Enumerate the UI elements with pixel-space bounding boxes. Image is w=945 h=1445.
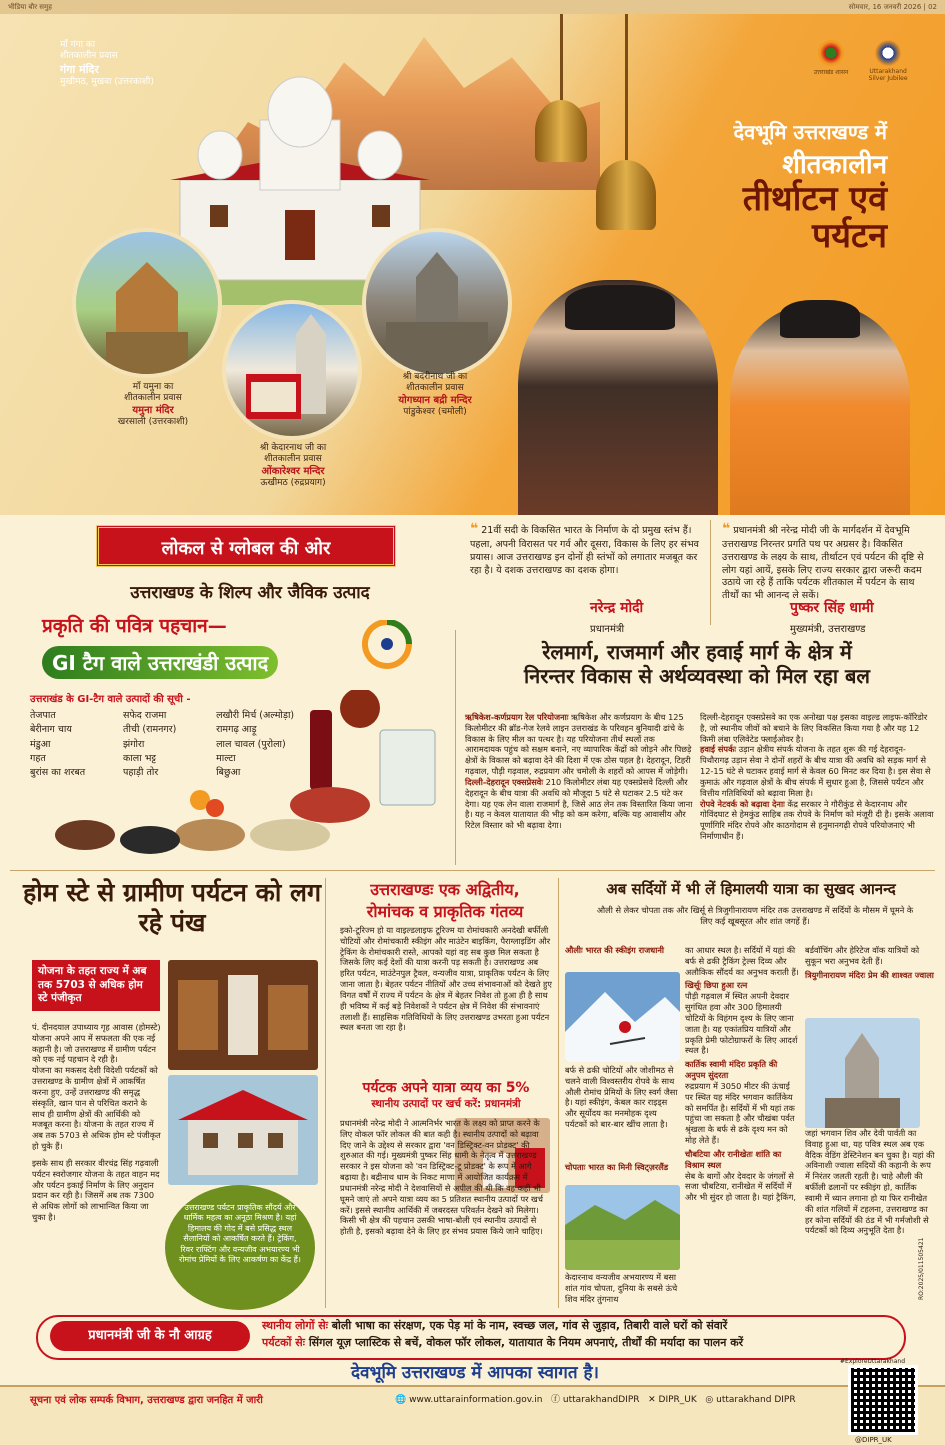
tourism-info-circle: उत्तराखण्ड पर्यटन प्राकृतिक सौंदर्य और धार्मिक महत्व का अनूठा मिश्रण है। यहां हिमालय की गोद में बसे प्रसिद्ध स्थल सैलानियों को आकर्षित करते हैं। ट्रेकिंग, रिवर राफ्टिंग और वन्यजीव अभयारण्य भी रोमांच प्रेमियों के लिए आकर्षण का केंद्र हैं। (165, 1185, 315, 1310)
gi-heading1: प्रकृति की पवित्र पहचान— (42, 615, 227, 637)
gi-item: बिछुआ (216, 767, 241, 778)
gi-heading2 (42, 646, 278, 679)
gi-item: पहाड़ी तोर (123, 767, 159, 778)
caption-name: गंगा मंदिर (60, 62, 99, 76)
gi-item: तीची (रामनगर) (123, 724, 177, 736)
gi-heading2-prefix: GI टैग वाले (52, 651, 141, 675)
appeal-tourists: सिंगल यूज़ प्लास्टिक से बचें, वोकल फॉर लोकल, यातायात के नियम अपनाएं, तीर्थों की मर्यादा का पालन करें (308, 1335, 744, 1349)
gi-item: झंगोरा (123, 738, 145, 750)
infra-ropeway-text: केंद्र सरकार ने गौरीकुंड से केदारनाथ और गोविंदघाट से हेमकुंड साहिब तक रोपवे के निर्माण को मंजूरी दी है। इसके अलावा पूर्णागिरि मंदिर रोपवे और काठगोदाम से हनुमानगढ़ी रोपवे परियोजनाएं भी निर्माणाधीन हैं। (700, 798, 934, 842)
homestay-p3: इसके साथ ही सरकार वीरचंद्र सिंह गढ़वाली पर्यटन स्वरोजगार योजना के तहत वाहन मद और पर्यटन इकाई निर्माण के लिए अनुदान प्रदान कर रही है। जिसमें अब तक 7300 से अधिक लोगों को लाभान्वित किया जा चुका है। (32, 1157, 160, 1223)
triyugi-title: त्रियुगीनारायण मंदिरः प्रेम की शाश्वत ज्वाला (805, 969, 934, 980)
auli-text: बर्फ से ढकी चोटियों और जोशीमठ से चलने वाली विश्वस्तरीय रोपवे के साथ औली रोमांच प्रेमियों के लिए स्वर्ग जैसा है। यहां स्कीइंग, केबल कार राइड्स और सूर्योदय का मनमोहक दृश्य पर्यटकों को बार-बार खींच लाता है। (565, 1065, 678, 1130)
caption-line1: माँ यमुना का (132, 382, 174, 392)
auli-title: औलीः भारत की स्कीइंग राजधानी (565, 945, 664, 955)
homestay-p1: पं. दीनदयाल उपाध्याय गृह आवास (होमस्टे) योजना अपने आप में सफलता की एक नई कहानी है। जो उत्तराखण्ड में ग्रामीण पर्यटन को एक नई पहचान दे रही है। (32, 1022, 161, 1065)
bell-chain (560, 14, 563, 104)
homestay-badge: योजना के तहत राज्य में अब तक 5703 से अधिक होम स्टे पंजीकृत (32, 960, 160, 1011)
chopta-title: चोपताः भारत का मिनी स्विट्ज़रलैंड (565, 1162, 669, 1172)
quote-divider (710, 520, 711, 625)
top-strip-left: भीडिया बौर समुह (8, 3, 52, 11)
pm-appeals-tag: प्रधानमंत्री जी के नौ आग्रह (50, 1321, 250, 1351)
local-global-ribbon: लोकल से ग्लोबल की ओर (96, 525, 396, 567)
infra-rail-text: ऋषिकेश और कर्णप्रयाग के बीच 125 किलोमीटर की ब्रॉड-गेज रेलवे लाइन उत्तराखंड के परिवहन बुनियादी ढांचे के विकास के लिए मील का पत्थर है। यह परियोजना तीर्थ स्थलों तक आरामदायक पहुंच को सक्षम बनाने, नए व्यापारिक केंद्रों को जोड़ने और पिछड़े क्षेत्रों के विकास को बढ़ावा देने की दिशा में एक ठोस पहल है। देहरादून, टिहरी गढ़वाल, पौड़ी गढ़वाल, रुद्रप्रयाग और चमोली के शहरों को आपस में जोड़ेगी। (465, 712, 692, 777)
appeal-locals-label: स्थानीय लोगों सेः (262, 1319, 328, 1332)
auli-skiing-photo (565, 972, 680, 1062)
gi-item: मंडुआ (30, 738, 51, 750)
caption-yamuna-temple (78, 382, 228, 428)
footer-x-link[interactable]: DIPR_UK (658, 1395, 697, 1405)
gi-item: रामगढ़ आड़ू (216, 724, 257, 736)
caption-badri-temple (360, 372, 510, 418)
infra-heading-line2: निरन्तर विकास से अर्थव्यवस्था को मिल रहा बल (524, 664, 870, 688)
winter-heading: अब सर्दियों में भी लें हिमालयी यात्रा का सुखद आनन्द (606, 880, 896, 898)
unique-heading-line1: उत्तराखण्डः एक अद्वितीय, (370, 880, 520, 899)
triyuginarayan-temple-photo (805, 1018, 920, 1128)
local-global-subtitle: उत्तराखण्ड के शिल्प और जैविक उत्पाद (130, 583, 370, 603)
unique-pm-text: प्रधानमंत्री नरेन्द्र मोदी ने आत्मनिर्भर भारत के लक्ष्य को प्राप्त करने के लिए वोकल फॉर लोकल की बात कही है। स्थानीय उत्पादों को बढ़ावा दिए जाने के उद्देश्य से सरकार द्वारा 'वन डिस्ट्रिक्ट-वन प्रोडक्ट' की शुरुआत की गई। मुख्यमंत्री पुष्कर सिंह धामी के नेतृत्व में उत्तराखण्ड सरकार ने इस योजना को 'वन डिस्ट्रिक्ट-टू प्रोडक्ट' के रूप में आगे बढ़ाया है। बद्रीनाथ धाम के निकट माणा में आयोजित कार्यक्रम में प्रधानमंत्री नरेन्द्र मोदी ने देशवासियों से अपील की थी कि वह कहीं भी घूमने जाएं तो अपने यात्रा व्यय का 5 प्रतिशत स्थानीय उत्पादों पर खर्च करें। इससे स्थानीय आर्थिकी में जबरदस्त परिवर्तन देखने को मिलेगा। किसी भी क्षेत्र की पहचान उसकी भाषा-बोली एवं स्थानीय उत्पादों से होती है, इसको बढ़ावा देने के लिए हर संभव प्रयास किये जाने चाहिए। (340, 1118, 543, 1237)
caption-place: खरसाली (उत्तरकाशी) (117, 417, 189, 427)
chopta-text: केदारनाथ वन्यजीव अभयारण्य में बसा शांत गांव चोपता, दुनिया के सबसे ऊंचे शिव मंदिर तुंगनाथ (565, 1272, 678, 1304)
gi-item: गहत (30, 752, 46, 764)
caption-place: पांडुकेश्वर (चमोली) (403, 407, 467, 417)
caption-line1: माँ गंगा का (60, 40, 96, 50)
khirsu-text: पौड़ी गढ़वाल में स्थित अपनी देवदार सुगंधित हवा और 300 हिमालयी चोटियों के विहंगम दृश्य के लिए जाना जाता है। यह एकांतप्रिय यात्रियों और प्रकृति प्रेमी फोटोग्राफरों के लिए आदर्श स्थल है। (685, 991, 798, 1056)
infra-air-text: उड़ान क्षेत्रीय संपर्क योजना के तहत शुरू की गई देहरादून-पिथौरागढ़ उड़ान सेवा ने दोनों शहरों के बीच यात्रा की अवधि को सड़क मार्ग से 12-15 घंटे से घटाकर हवाई मार्ग से केवल 60 मिनट कर दिया है। इस सेवा से कुमाऊं और गढ़वाल क्षेत्रों के बीच संपर्क में सुधार हुआ है, जिससे पर्यटन और वित्तीय गतिविधियों को बढ़ावा मिला है। (700, 744, 931, 798)
appeal-tourists-label: पर्यटकों सेः (262, 1335, 305, 1349)
gi-item: सफेद राजमा (123, 710, 167, 721)
caption-line2: शीतकालीन प्रवास (60, 51, 118, 62)
caption-place: ऊखीमठ (रुद्रप्रयाग) (260, 478, 326, 488)
footer-issuer: सूचना एवं लोक सम्पर्क विभाग, उत्तराखण्ड द्वारा जनहित में जारी (30, 1395, 263, 1406)
section-divider (10, 870, 935, 871)
infra-heading (462, 640, 932, 688)
khirsu-title: खिर्सूः छिपा हुआ रत्न (685, 980, 748, 991)
triyugi-text: जहां भगवान शिव और देवी पार्वती का विवाह हुआ था, यह पवित्र स्थल अब एक वैदिक वेडिंग डेस्टिनेशन बन चुका है। यहां की अविनाशी ज्वाला सदियों की कहानी के रूप में निरंतर जलती रहती है। चाहे औली की बर्फीली ढलानों पर स्कीइंग हो, कार्तिक स्वामी में ध्यान लगाना हो या फिर रानीखेत की शांत गलियों में टहलना, उत्तराखण्ड का हर कोना सर्दियों की ठंड में भी गर्मजोशी से पर्यटकों को दिव्य अनुभूति देता है। (805, 1128, 935, 1236)
headline-line1: देवभूमि उत्तराखण्ड में (733, 120, 887, 144)
caption-omkareshwar-temple (218, 443, 368, 489)
unique-heading-line2: रोमांचक व प्राकृतिक गंतव्य (366, 902, 524, 921)
caption-name: यमुना मंदिर (132, 404, 174, 416)
section-divider (455, 630, 456, 865)
gi-tag-icon (362, 620, 412, 680)
dhami-role: मुख्यमंत्री, उत्तराखण्ड (790, 624, 866, 635)
logo-left-label: उत्तराखंड शासन (813, 69, 849, 76)
winter-column-3 (805, 945, 935, 980)
homestay-p2: योजना का मकसद देशी विदेशी पर्यटकों को उत्तराखण्ड के ग्रामीण क्षेत्रों में आकर्षित करना हुए, उन्हें उत्तराखण्ड की समृद्ध संस्कृति, खान पान से परिचित कराने के साथ ही ग्रामीण क्षेत्रों की आर्थिकी को मजबूत करना है। योजना के तहत राज्य में अब तक 5703 से अधिक होम स्टे पंजीकृत हो चुके हैं। (32, 1065, 161, 1152)
kartik-title: कार्तिक स्वामी मंदिरः प्रकृति की अनुपम सुंदरता (685, 1059, 778, 1081)
footer-instagram-link[interactable]: uttarakhand DIPR (716, 1395, 796, 1405)
infra-expressway-text: 210 किलोमीटर लंबा यह एक्सप्रेसवे दिल्ली और देहरादून के बीच यात्रा की अवधि को मौजूदा 5 घंटे से घटाकर 2.5 घंटे कर देगा। यह एक लेन वाला राजमार्ग है, जिसे आठ लेन तक विस्तारित किया जाना है। यह न केवल यातायात की भीड़ को कम करेगा, बल्कि यह आवासीय और रिटेल विस्तार को भी बढ़ावा देगा। (465, 776, 693, 831)
uttarakhand-govt-logo (810, 40, 852, 78)
quote-open-icon: ❝ (470, 521, 479, 537)
homestay-house-photo (168, 1075, 318, 1185)
top-strip (0, 0, 945, 14)
caption-line2: शीतकालीन प्रवास (264, 454, 322, 465)
unique-text: इको-टूरिज्म हो या वाइल्डलाइफ टूरिज्म या रोमांचकारी अनदेखी बर्फीली चोटियों और रोमांचकारी स्कीइंग और माउंटेन बाइकिंग, पैराग्लाइडिंग और ट्रेकिंग के रोमांचकारी रास्ते, आपको यहां वह सब कुछ मिल सकता है जिसके लिए कई देशों की यात्रा करनी पड़ सकती है। उत्तराखण्ड अब हरित पर्यटन, माउंटेनपुल ट्रैवल, वन्यजीव यात्रा, प्राकृतिक पर्यटन के लिए जाना जाता है। बेहतर पर्यटन नीतियों और उच्च संभावनाओं को देखते हुए विगत वर्षों में राज्य में पर्यटन के क्षेत्र में बेहतर निवेश तो हुआ ही है साथ ही भविष्य में कई बड़े निवेशकों ने पर्यटन क्षेत्र में निवेश की संभावनाएं तलाशी हैं। साहसिक गतिविधियों के लिए उत्तराखण्ड उभरता हुआ पर्यटन स्थल बनता जा रहा है। (340, 925, 552, 1033)
homestay-text (32, 1022, 162, 1223)
unique-sub-line2: स्थानीय उत्पादों पर खर्च करें: प्रधानमंत्री (371, 1098, 521, 1110)
hero-headline (547, 118, 887, 256)
chaubatia-text: सेब के बागों और देवदार के जंगलों से सजा चौबटिया, रानीखेत में सर्दियों में और भी सुंदर हो जाता है। यहां ट्रैकिंग, (685, 1170, 796, 1203)
dhami-signature (790, 598, 940, 635)
homestay-interior-photo (168, 960, 318, 1070)
footer-facebook-link[interactable]: uttarakhandDIPR (562, 1395, 640, 1405)
gi-item: तेजपात (30, 710, 56, 721)
gi-item: बुरांस का शरबत (30, 767, 86, 778)
quote-open-icon: ❝ (722, 521, 731, 537)
modi-quote (470, 520, 700, 577)
modi-signature (590, 598, 710, 635)
modi-cap (565, 285, 675, 330)
winter-col3-intro: बर्डवॉचिंग और हेरिटेज वॉक यात्रियों को सुकून भरा अनुभव देती हैं। (805, 945, 920, 966)
welcome-text: देवभूमि उत्तराखण्ड में आपका स्वागत है। (351, 1363, 599, 1383)
modi-role: प्रधानमंत्री (590, 624, 625, 635)
chaubatia-title: चौबटिया और रानीखेतः शांति का विश्राम स्थल (685, 1148, 782, 1170)
caption-place: मुखीमठ, मुखवा (उत्तरकाशी) (60, 76, 154, 87)
logo-right-label: Uttarakhand Silver Jubilee (868, 68, 908, 82)
caption-line1: श्री बदरीनाथ जी का (402, 372, 468, 382)
infra-expressway-title: दिल्ली-देहरादून एक्सप्रेसवेः (465, 776, 544, 787)
footer-social-links (395, 1392, 835, 1405)
unique-heading (335, 878, 555, 922)
winter-column-1 (565, 945, 680, 956)
footer-website-link[interactable]: www.uttarainformation.gov.in (409, 1395, 543, 1405)
gi-item: लखौरी मिर्च (अल्मोड़ा) (216, 710, 295, 721)
yogdhyan-badri-temple-photo (362, 228, 512, 378)
yamuna-temple-photo (72, 228, 222, 378)
dhami-quote (722, 520, 932, 603)
dhami-quote-text: प्रधानमंत्री श्री नरेन्द्र मोदी जी के मार्गदर्शन में देवभूमि उत्तराखण्ड निरन्तर प्रगति पथ पर अग्रसर है। विकसित उत्तराखण्ड के लक्ष्य के साथ, तीर्थाटन एवं पर्यटन की दृष्टि से लोग यहां आयें, इसके लिए राज्य सरकार द्वारा जरूरी कदम उठाये जा रहे हैं ताकि पर्यटक शीतकाल में पर्यटन के साथ तीर्थों का भी आनन्द ले सकें। (722, 525, 924, 602)
chopta-meadow-photo (565, 1185, 680, 1270)
silver-jubilee-logo (867, 40, 909, 82)
govt-logos (810, 40, 920, 82)
x-icon: ✕ (648, 1395, 656, 1405)
qr-label: @DIPR_UK (855, 1436, 892, 1444)
winter-col2-intro: का आधार स्थल है। सर्दियों में यहां की बर्फ से ढकी ट्रैकिंग ट्रेल्स दिव्य और अलौकिक सौंदर्य का अनुभव कराती हैं। (685, 945, 799, 977)
infra-column-2 (700, 712, 934, 842)
modi-quote-text: 21वीं सदी के विकसित भारत के निर्माण के दो प्रमुख स्तंभ हैं। पहला, अपनी विरासत पर गर्व और दूसरा, विकास के लिए हर संभव प्रयास। आज उत्तराखण्ड इन दोनों ही स्तंभों को लगातार मजबूत कर रहा है। ये दशक उत्तराखण्ड का दशक होगा। (470, 525, 699, 576)
unique-sub-line1: पर्यटक अपने यात्रा व्यय का 5% (362, 1080, 530, 1096)
qr-code[interactable] (848, 1365, 918, 1435)
infra-ropeway-title: रोपवे नेटवर्क को बढ़ावा देनाः (700, 798, 785, 809)
gi-item: माल्टा (216, 752, 236, 764)
gi-item: काला भट्ट (123, 752, 157, 764)
modi-name: नरेन्द्र मोदी (590, 600, 644, 616)
infra-column-1 (465, 712, 693, 831)
gi-item: बेरीनाग चाय (30, 724, 72, 736)
dhami-cap (780, 300, 860, 338)
gi-item: लाल चावल (पुरोला) (216, 738, 286, 750)
hashtag-label: #ExploreUttarakhand (840, 1358, 906, 1365)
facebook-icon: ⓕ (551, 1395, 561, 1405)
unique-subheading (340, 1078, 552, 1111)
dhami-name: पुष्कर सिंह धामी (790, 600, 874, 616)
release-code: RO:2025/011505421 (918, 1237, 925, 1300)
gi-list-title: उत्तराखंड के GI-टैग वाले उत्पादों की सूची - (30, 694, 191, 705)
gi-heading2-suffix: उत्तराखंडी उत्पाद (147, 651, 269, 675)
infra-rail-title: ऋषिकेश-कर्णप्रयाग रेल परियोजनाः (465, 712, 569, 722)
section-divider (325, 878, 326, 1308)
caption-name: योगध्यान बद्री मन्दिर (398, 394, 472, 406)
winter-column-2 (685, 945, 800, 1203)
instagram-icon: ◎ (705, 1395, 714, 1405)
homestay-heading: होम स्टे से ग्रामीण पर्यटन को लग रहे पंख (22, 878, 322, 937)
pm-appeals-text (262, 1318, 902, 1351)
winter-intro: औली से लेकर चोपता तक और खिर्सू से त्रिजुगीनारायण मंदिर तक उत्तराखण्ड में सर्दियों के मौसम में घूमने के लिए कई खूबसूरत और शांत जगहें हैं। (596, 905, 914, 926)
section-divider (558, 878, 559, 1308)
gi-products-image (40, 690, 450, 865)
headline-line4: पर्यटन (811, 216, 887, 257)
infra-heading-line1: रेलमार्ग, राजमार्ग और हवाई मार्ग के क्षेत्र में (542, 640, 852, 664)
infra-air-title: हवाई संपर्कः (700, 744, 737, 755)
top-strip-right: सोमवार, 16 जनवरी 2026 | 02 (848, 3, 937, 11)
headline-line3: तीर्थाटन एवं (742, 179, 887, 219)
caption-line2: शीतकालीन प्रवास (406, 383, 464, 394)
caption-line2: शीतकालीन प्रवास (124, 393, 182, 404)
chopta-block (565, 1162, 680, 1173)
headline-line2: शीतकालीन (782, 150, 887, 180)
appeal-locals: बोली भाषा का संरक्षण, एक पेड़ मां के नाम, स्वच्छ जल, गांव से जुड़ाव, तिबारी वाले घरों को संवारें (331, 1319, 728, 1332)
omkareshwar-temple-photo (222, 300, 362, 440)
globe-icon: 🌐 (395, 1395, 407, 1405)
kartik-text: रुद्रप्रयाग में 3050 मीटर की ऊंचाई पर स्थित यह मंदिर भगवान कार्तिकेय को समर्पित है। सर्दियों में भी यहां तक पहुंचा जा सकता है और चौखंबा पर्वत श्रृंखला के बर्फ से ढके दृश्य मन को मोह लेते हैं। (685, 1080, 795, 1146)
caption-line1: श्री केदारनाथ जी का (259, 443, 327, 453)
caption-name: ओंकारेश्वर मन्दिर (261, 465, 325, 477)
caption-ganga-temple (60, 40, 210, 88)
infra-corridor-text: दिल्ली-देहरादून एक्सप्रेसवे का एक अनोखा पक्ष इसका वाइल्ड लाइफ-कॉरिडोर है, जो स्थानीय जीवों को बचाने के लिए विकसित किया गया है और यह 12 किमी लंबा एलिवेटेड फ्लाईओवर है। (700, 712, 928, 744)
